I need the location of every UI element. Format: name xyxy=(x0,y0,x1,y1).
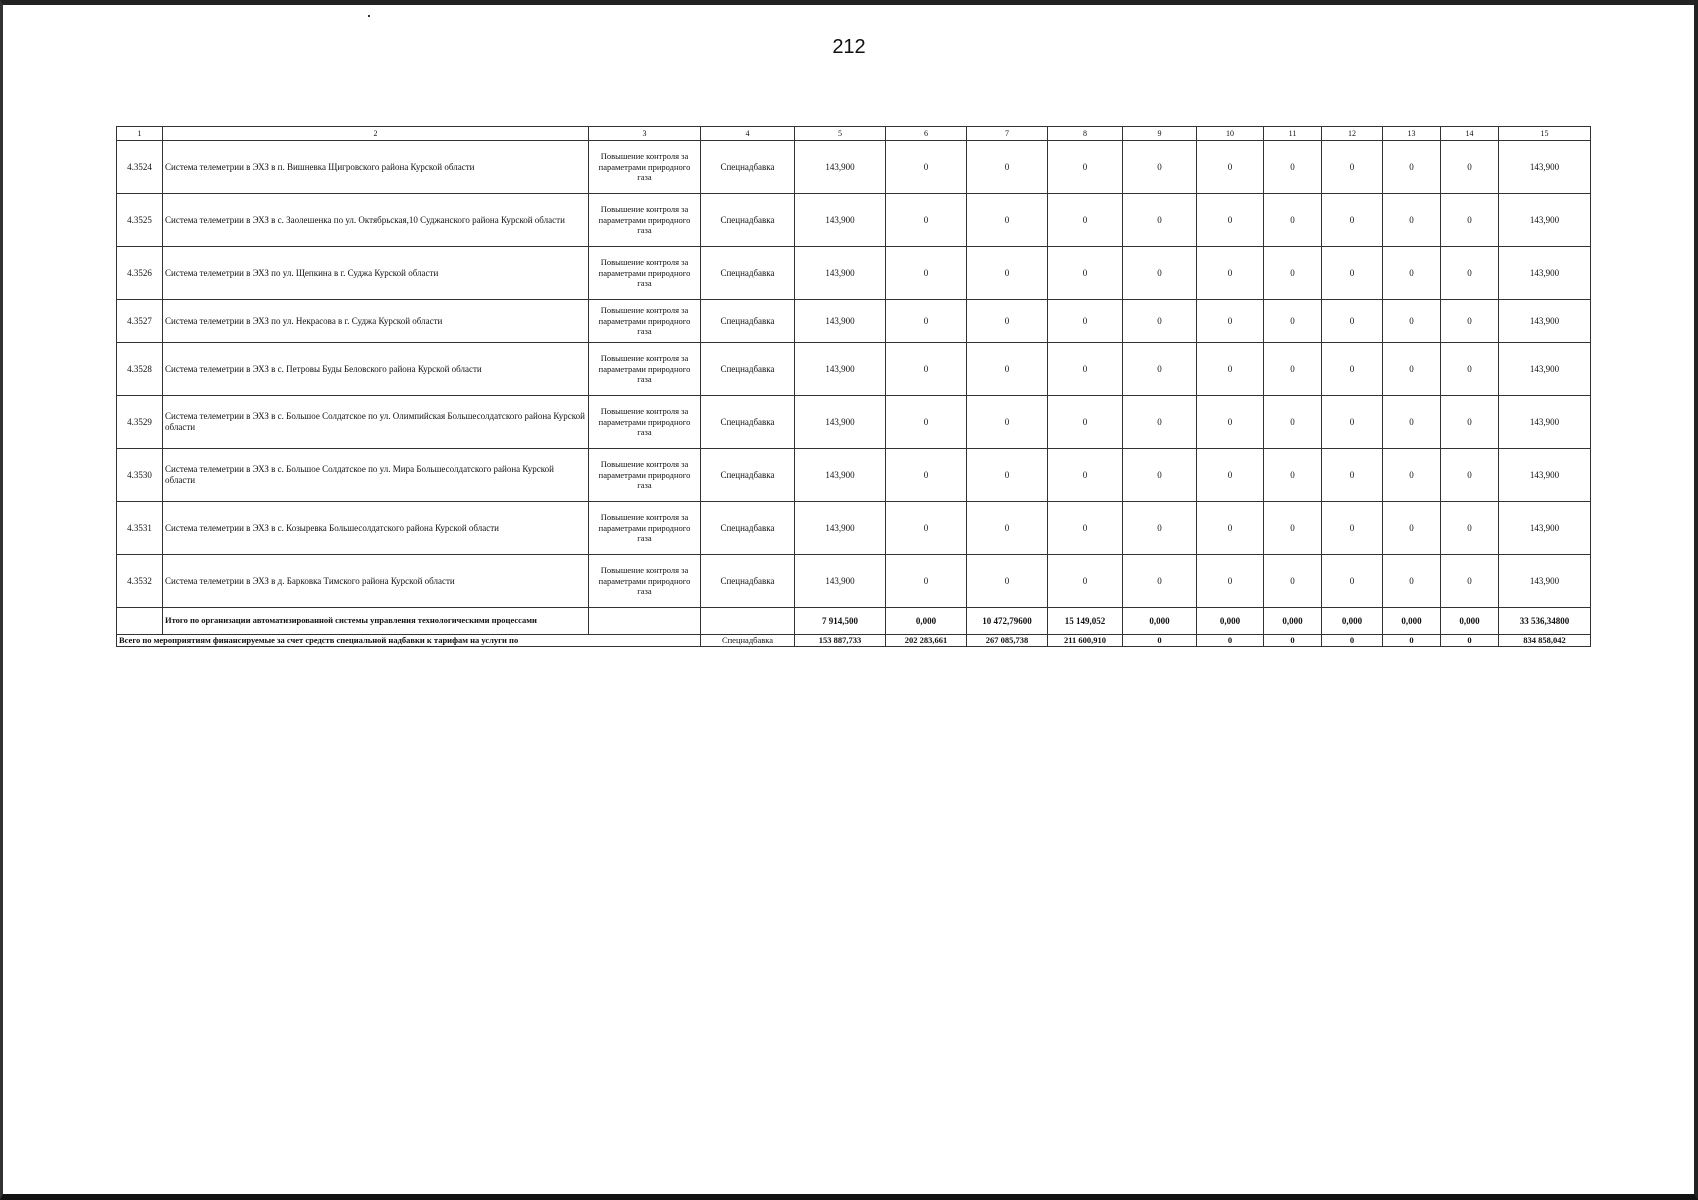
row-name: Система телеметрии в ЭХЗ в с. Заолешенка по ул. Октябрьская,10 Суджанского района Курской области xyxy=(163,194,589,247)
table-row xyxy=(117,194,1591,247)
row-value: 0 xyxy=(1264,502,1322,555)
column-number: 13 xyxy=(1383,127,1441,141)
column-number: 4 xyxy=(701,127,795,141)
budget-table xyxy=(116,126,1591,647)
row-number: 4.3527 xyxy=(117,300,163,343)
row-name: Система телеметрии в ЭХЗ по ул. Щепкина в г. Суджа Курской области xyxy=(163,247,589,300)
row-value: 0 xyxy=(886,194,967,247)
subtotal-value: 0,000 xyxy=(1197,608,1264,635)
row-value: 143,900 xyxy=(795,141,886,194)
table-row xyxy=(117,449,1591,502)
row-direction: Повышение контроля за параметрами природного газа xyxy=(589,300,701,343)
row-value: 0 xyxy=(886,555,967,608)
row-value: 0 xyxy=(1123,194,1197,247)
total-source: Спецнадбавка xyxy=(701,635,795,647)
column-number: 12 xyxy=(1322,127,1383,141)
row-value: 0 xyxy=(1264,396,1322,449)
row-value: 0 xyxy=(1441,141,1499,194)
page-number: 212 xyxy=(832,36,866,58)
table-row xyxy=(117,502,1591,555)
row-value: 143,900 xyxy=(795,194,886,247)
row-value: 0 xyxy=(1264,194,1322,247)
row-value: 143,900 xyxy=(1499,449,1591,502)
row-source: Спецнадбавка xyxy=(701,194,795,247)
row-value: 143,900 xyxy=(1499,343,1591,396)
row-value: 0 xyxy=(1322,194,1383,247)
row-value: 0 xyxy=(967,502,1048,555)
row-source: Спецнадбавка xyxy=(701,502,795,555)
row-value: 0 xyxy=(1383,141,1441,194)
row-value: 0 xyxy=(967,300,1048,343)
row-number: 4.3529 xyxy=(117,396,163,449)
subtotal-value: 0,000 xyxy=(886,608,967,635)
row-value: 0 xyxy=(1264,247,1322,300)
row-value: 0 xyxy=(886,449,967,502)
subtotal-value: 0,000 xyxy=(1123,608,1197,635)
column-number: 7 xyxy=(967,127,1048,141)
table-row xyxy=(117,396,1591,449)
row-value: 0 xyxy=(1383,449,1441,502)
row-number: 4.3531 xyxy=(117,502,163,555)
total-value: 211 600,910 xyxy=(1048,635,1123,647)
column-number: 2 xyxy=(163,127,589,141)
row-value: 0 xyxy=(1048,300,1123,343)
column-number: 6 xyxy=(886,127,967,141)
column-number: 1 xyxy=(117,127,163,141)
subtotal-value: 7 914,500 xyxy=(795,608,886,635)
subtotal-value: 0,000 xyxy=(1322,608,1383,635)
row-direction: Повышение контроля за параметрами природного газа xyxy=(589,449,701,502)
row-value: 0 xyxy=(1264,141,1322,194)
row-value: 0 xyxy=(1322,396,1383,449)
row-value: 143,900 xyxy=(795,502,886,555)
total-value: 202 283,661 xyxy=(886,635,967,647)
subtotal-row xyxy=(117,608,1591,635)
table-row xyxy=(117,141,1591,194)
row-number: 4.3526 xyxy=(117,247,163,300)
row-value: 0 xyxy=(1441,396,1499,449)
row-value: 0 xyxy=(1322,300,1383,343)
row-value: 0 xyxy=(1197,343,1264,396)
row-source: Спецнадбавка xyxy=(701,555,795,608)
row-name: Система телеметрии в ЭХЗ в с. Большое Солдатское по ул. Мира Большесолдатского района Курской области xyxy=(163,449,589,502)
row-value: 143,900 xyxy=(1499,194,1591,247)
row-value: 0 xyxy=(1441,555,1499,608)
subtotal-num-cell xyxy=(117,608,163,635)
row-value: 0 xyxy=(1322,449,1383,502)
row-value: 0 xyxy=(1123,502,1197,555)
row-value: 0 xyxy=(1197,396,1264,449)
column-number: 8 xyxy=(1048,127,1123,141)
total-value: 0 xyxy=(1322,635,1383,647)
row-value: 0 xyxy=(1441,343,1499,396)
column-number: 15 xyxy=(1499,127,1591,141)
row-value: 143,900 xyxy=(1499,300,1591,343)
row-value: 0 xyxy=(1383,300,1441,343)
total-value: 0 xyxy=(1197,635,1264,647)
row-value: 0 xyxy=(1048,194,1123,247)
row-value: 143,900 xyxy=(795,343,886,396)
row-value: 0 xyxy=(1123,555,1197,608)
row-value: 143,900 xyxy=(1499,141,1591,194)
total-value: 267 085,738 xyxy=(967,635,1048,647)
row-name: Система телеметрии в ЭХЗ в с. Большое Солдатское по ул. Олимпийская Большесолдатского района Курской области xyxy=(163,396,589,449)
row-value: 0 xyxy=(967,141,1048,194)
subtotal-value: 10 472,79600 xyxy=(967,608,1048,635)
row-value: 0 xyxy=(886,396,967,449)
subtotal-direction-cell xyxy=(589,608,701,635)
row-value: 0 xyxy=(1383,396,1441,449)
column-number-row xyxy=(117,127,1591,141)
row-value: 0 xyxy=(1383,343,1441,396)
row-value: 0 xyxy=(1383,555,1441,608)
total-value: 153 887,733 xyxy=(795,635,886,647)
row-value: 0 xyxy=(1123,141,1197,194)
total-value: 0 xyxy=(1264,635,1322,647)
row-value: 143,900 xyxy=(795,449,886,502)
row-value: 143,900 xyxy=(795,396,886,449)
row-value: 0 xyxy=(1383,194,1441,247)
row-value: 0 xyxy=(1441,502,1499,555)
row-value: 0 xyxy=(1264,300,1322,343)
row-value: 0 xyxy=(1322,555,1383,608)
row-value: 0 xyxy=(1322,502,1383,555)
subtotal-value: 0,000 xyxy=(1264,608,1322,635)
total-value: 0 xyxy=(1383,635,1441,647)
row-value: 0 xyxy=(1197,194,1264,247)
row-value: 0 xyxy=(1197,300,1264,343)
subtotal-value: 0,000 xyxy=(1441,608,1499,635)
column-number: 3 xyxy=(589,127,701,141)
row-direction: Повышение контроля за параметрами природного газа xyxy=(589,194,701,247)
row-value: 143,900 xyxy=(795,555,886,608)
row-value: 0 xyxy=(886,141,967,194)
row-value: 0 xyxy=(1123,396,1197,449)
row-value: 0 xyxy=(967,396,1048,449)
total-value: 0 xyxy=(1123,635,1197,647)
row-name: Система телеметрии в ЭХЗ в с. Петровы Буды Беловского района Курской области xyxy=(163,343,589,396)
row-name: Система телеметрии в ЭХЗ по ул. Некрасова в г. Суджа Курской области xyxy=(163,300,589,343)
row-number: 4.3524 xyxy=(117,141,163,194)
row-value: 143,900 xyxy=(1499,396,1591,449)
row-value: 0 xyxy=(967,343,1048,396)
row-value: 0 xyxy=(1123,343,1197,396)
row-direction: Повышение контроля за параметрами природного газа xyxy=(589,247,701,300)
row-value: 0 xyxy=(1048,141,1123,194)
column-number: 5 xyxy=(795,127,886,141)
scan-speck xyxy=(368,15,370,17)
row-value: 0 xyxy=(886,247,967,300)
column-number: 9 xyxy=(1123,127,1197,141)
row-source: Спецнадбавка xyxy=(701,247,795,300)
subtotal-value: 33 536,34800 xyxy=(1499,608,1591,635)
subtotal-value: 0,000 xyxy=(1383,608,1441,635)
row-value: 0 xyxy=(1197,247,1264,300)
row-value: 0 xyxy=(1383,502,1441,555)
row-direction: Повышение контроля за параметрами природного газа xyxy=(589,396,701,449)
row-number: 4.3530 xyxy=(117,449,163,502)
subtotal-label: Итого по организации автоматизированной системы управления технологическими процессами xyxy=(163,608,589,635)
column-number: 11 xyxy=(1264,127,1322,141)
row-value: 0 xyxy=(967,555,1048,608)
row-value: 0 xyxy=(1441,300,1499,343)
row-number: 4.3532 xyxy=(117,555,163,608)
subtotal-value: 15 149,052 xyxy=(1048,608,1123,635)
total-label: Всего по мероприятиям финансируемые за счет средств специальной надбавки к тарифам на услуги по xyxy=(117,635,701,647)
row-value: 0 xyxy=(886,502,967,555)
row-source: Спецнадбавка xyxy=(701,141,795,194)
row-value: 0 xyxy=(1441,449,1499,502)
row-value: 143,900 xyxy=(1499,247,1591,300)
total-row xyxy=(117,635,1591,647)
row-value: 0 xyxy=(1322,141,1383,194)
row-number: 4.3525 xyxy=(117,194,163,247)
row-value: 0 xyxy=(1322,247,1383,300)
row-value: 0 xyxy=(886,300,967,343)
row-value: 0 xyxy=(967,247,1048,300)
row-value: 0 xyxy=(1197,449,1264,502)
row-name: Система телеметрии в ЭХЗ в п. Вишневка Щигровского района Курской области xyxy=(163,141,589,194)
row-value: 0 xyxy=(1048,449,1123,502)
row-name: Система телеметрии в ЭХЗ в д. Барковка Тимского района Курской области xyxy=(163,555,589,608)
row-value: 0 xyxy=(1048,555,1123,608)
table-row xyxy=(117,343,1591,396)
row-source: Спецнадбавка xyxy=(701,449,795,502)
row-value: 0 xyxy=(1322,343,1383,396)
row-direction: Повышение контроля за параметрами природного газа xyxy=(589,141,701,194)
row-value: 143,900 xyxy=(1499,555,1591,608)
row-direction: Повышение контроля за параметрами природного газа xyxy=(589,502,701,555)
row-value: 0 xyxy=(967,449,1048,502)
row-source: Спецнадбавка xyxy=(701,396,795,449)
row-value: 0 xyxy=(1197,141,1264,194)
total-value: 0 xyxy=(1441,635,1499,647)
row-value: 0 xyxy=(1123,300,1197,343)
row-value: 0 xyxy=(1123,449,1197,502)
row-value: 0 xyxy=(1048,502,1123,555)
row-value: 0 xyxy=(1383,247,1441,300)
subtotal-source-cell xyxy=(701,608,795,635)
row-source: Спецнадбавка xyxy=(701,343,795,396)
total-value: 834 858,042 xyxy=(1499,635,1591,647)
row-value: 0 xyxy=(1441,194,1499,247)
row-value: 0 xyxy=(1197,502,1264,555)
row-name: Система телеметрии в ЭХЗ в с. Козыревка Большесолдатского района Курской области xyxy=(163,502,589,555)
row-value: 0 xyxy=(1048,396,1123,449)
row-value: 0 xyxy=(1441,247,1499,300)
row-value: 0 xyxy=(1123,247,1197,300)
table-row xyxy=(117,555,1591,608)
row-direction: Повышение контроля за параметрами природного газа xyxy=(589,555,701,608)
row-value: 0 xyxy=(1197,555,1264,608)
row-value: 143,900 xyxy=(795,247,886,300)
row-source: Спецнадбавка xyxy=(701,300,795,343)
row-value: 0 xyxy=(1264,449,1322,502)
row-value: 0 xyxy=(1048,247,1123,300)
row-value: 0 xyxy=(1048,343,1123,396)
row-value: 0 xyxy=(967,194,1048,247)
row-value: 0 xyxy=(1264,555,1322,608)
column-number: 14 xyxy=(1441,127,1499,141)
row-value: 0 xyxy=(886,343,967,396)
row-value: 143,900 xyxy=(795,300,886,343)
table-row xyxy=(117,300,1591,343)
table-row xyxy=(117,247,1591,300)
column-number: 10 xyxy=(1197,127,1264,141)
row-number: 4.3528 xyxy=(117,343,163,396)
row-value: 0 xyxy=(1264,343,1322,396)
row-direction: Повышение контроля за параметрами природного газа xyxy=(589,343,701,396)
row-value: 143,900 xyxy=(1499,502,1591,555)
